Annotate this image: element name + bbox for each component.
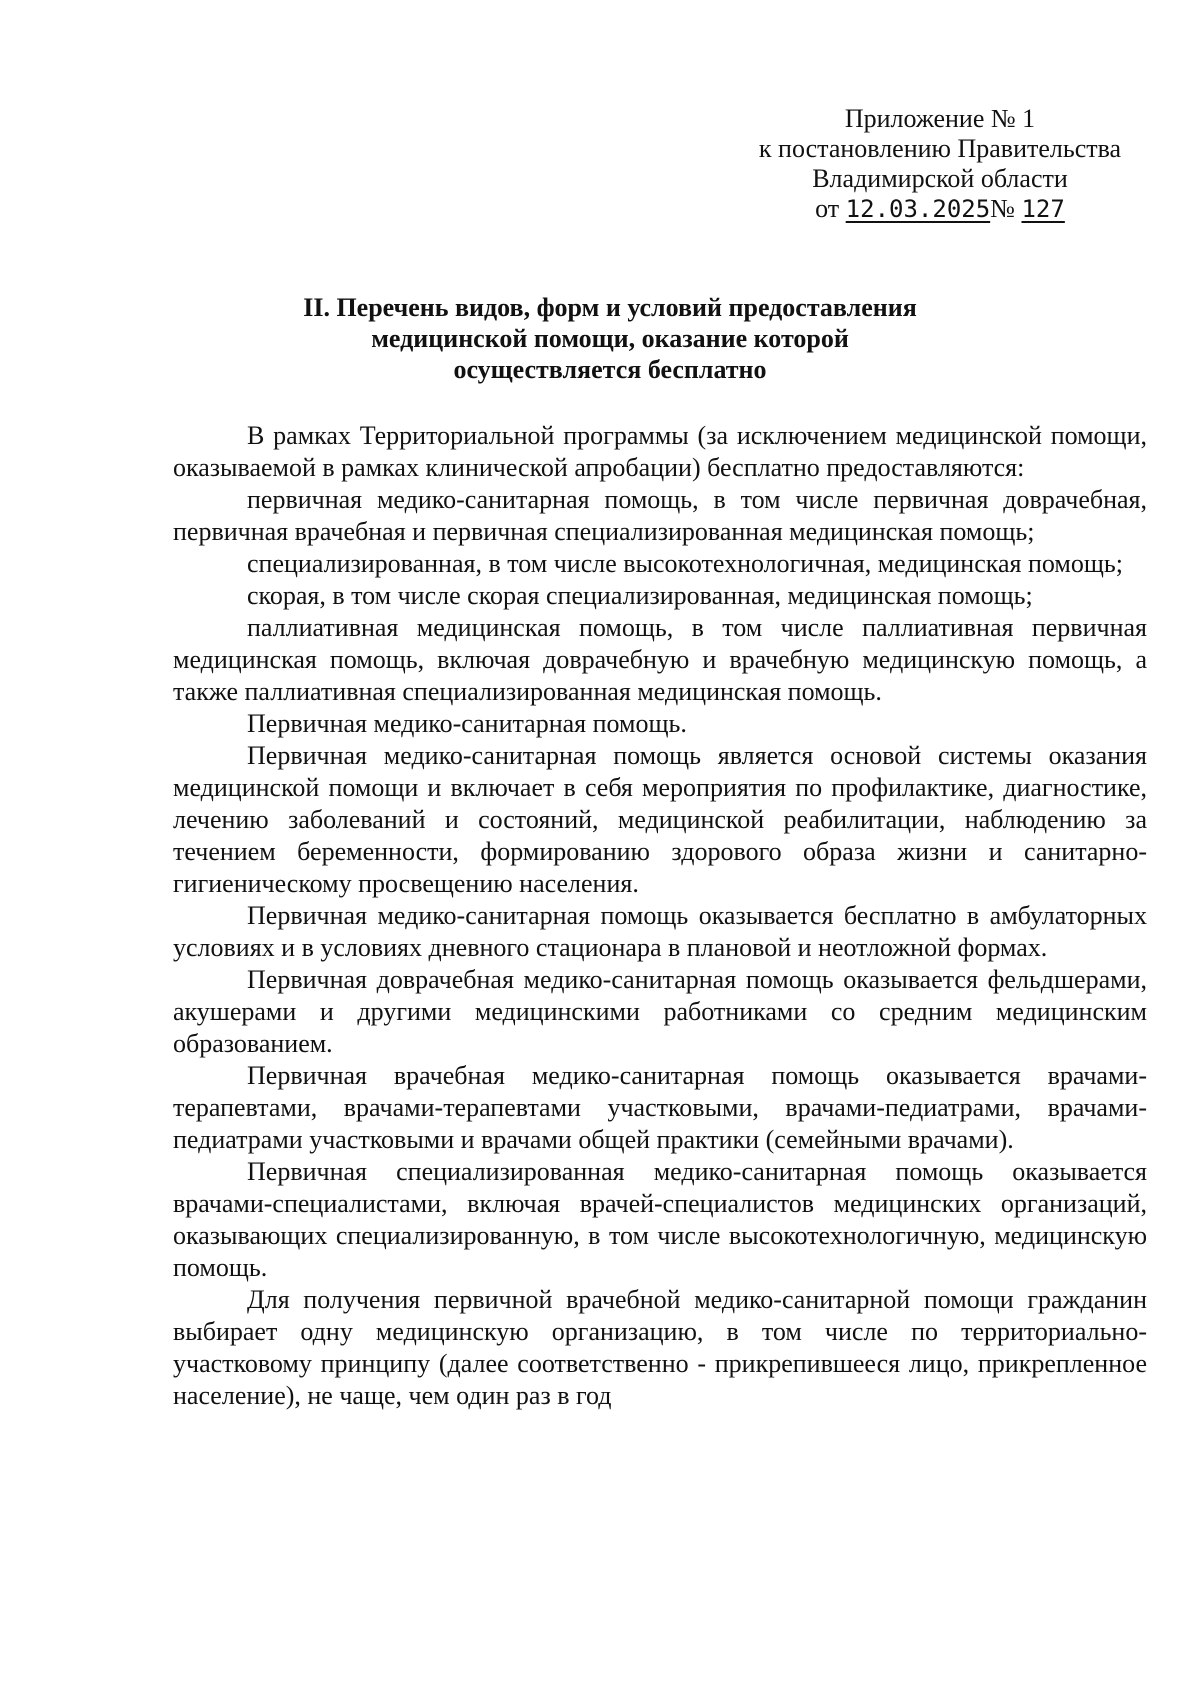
paragraph: Первичная врачебная медико-санитарная помощь оказывается врачами-терапевтами, врачами-терапевтами участковыми, врачами-педиатрами, врачами-педиатрами участковыми и врачами общей практики (семейными врачами). xyxy=(173,1061,1147,1154)
date-prefix: от xyxy=(815,194,840,223)
resolution-number: 127 xyxy=(1021,195,1065,223)
paragraph: Первичная специализированная медико-санитарная помощь оказывается врачами-специалистами, включая врачей-специалистов медицинских организаций, оказывающих специализированную, в том числе высокотехнологичную, медицинскую помощь. xyxy=(173,1157,1147,1282)
appendix-title: Приложение № 1 xyxy=(844,104,1036,133)
resolution-date: 12.03.2025 xyxy=(845,195,991,223)
paragraph: Первичная медико-санитарная помощь. xyxy=(247,709,687,738)
heading-line-2: медицинской помощи, оказание которой xyxy=(371,324,849,353)
paragraph: В рамках Территориальной программы (за исключением медицинской помощи, оказываемой в рамках клинической апробации) бесплатно предоставляются: xyxy=(173,421,1147,482)
number-prefix: № xyxy=(990,194,1015,223)
paragraph: Первичная доврачебная медико-санитарная помощь оказывается фельдшерами, акушерами и другими медицинскими работниками со средним медицинским образованием. xyxy=(173,965,1147,1058)
appendix-resolution-line: к постановлению Правительства xyxy=(758,134,1122,163)
appendix-block xyxy=(700,104,1180,224)
paragraph: паллиативная медицинская помощь, в том числе паллиативная первичная медицинская помощь, включая доврачебную и врачебную медицинскую помощь, а также паллиативная специализированная медицинская помощь. xyxy=(173,613,1147,706)
paragraph: скорая, в том числе скорая специализированная, медицинская помощь; xyxy=(247,581,1033,610)
section-heading xyxy=(150,292,1070,385)
document-body xyxy=(173,420,1147,1412)
paragraph: Первичная медико-санитарная помощь является основой системы оказания медицинской помощи и включает в себя мероприятия по профилактике, диагностике, лечению заболеваний и состояний, медицинской реабилитации, наблюдению за течением беременности, формированию здорового образа жизни и санитарно-гигиеническому просвещению населения. xyxy=(173,741,1147,898)
heading-line-3: осуществляется бесплатно xyxy=(453,355,767,384)
appendix-region-line: Владимирской области xyxy=(812,164,1068,193)
paragraph: первичная медико-санитарная помощь, в том числе первичная доврачебная, первичная врачебная и первичная специализированная медицинская помощь; xyxy=(173,485,1147,546)
paragraph: Первичная медико-санитарная помощь оказывается бесплатно в амбулаторных условиях и в условиях дневного стационара в плановой и неотложной формах. xyxy=(173,901,1147,962)
heading-line-1: II. Перечень видов, форм и условий предоставления xyxy=(303,293,917,322)
appendix-date-line xyxy=(700,194,1180,224)
paragraph: Для получения первичной врачебной медико-санитарной помощи гражданин выбирает одну медицинскую организацию, в том числе по территориально-участковому принципу (далее соответственно - прикрепившееся лицо, прикрепленное население), не чаще, чем один раз в год xyxy=(173,1285,1147,1410)
paragraph: специализированная, в том числе высокотехнологичная, медицинская помощь; xyxy=(247,549,1123,578)
